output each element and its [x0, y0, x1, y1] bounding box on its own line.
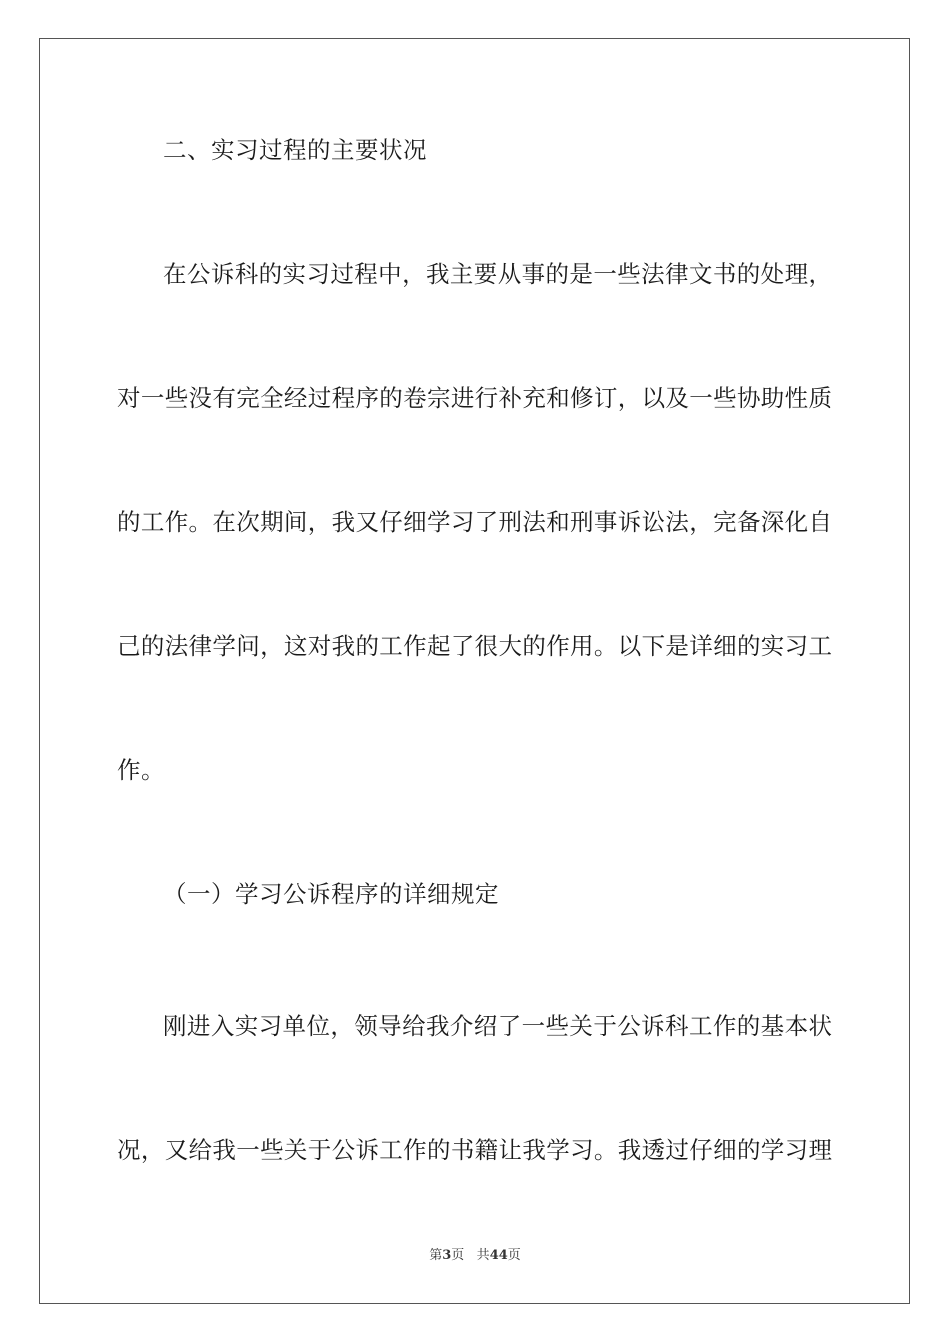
page-suffix: 页 [451, 1248, 465, 1263]
subsection-heading: （一）学习公诉程序的详细规定 [163, 880, 499, 908]
paragraph-2-line-2: 况，又给我一些关于公诉工作的书籍让我学习。我透过仔细的学习理 [117, 1136, 832, 1164]
page-number: 3 [442, 1248, 452, 1263]
section-heading: 二、实习过程的主要状况 [163, 136, 427, 164]
page-footer [0, 1247, 950, 1265]
page-border [39, 38, 910, 1304]
paragraph-line-5: 作。 [117, 756, 165, 784]
paragraph-line-4: 己的法律学问，这对我的工作起了很大的作用。以下是详细的实习工 [117, 632, 832, 660]
page-prefix: 第 [429, 1248, 443, 1263]
total-suffix: 页 [507, 1248, 521, 1263]
paragraph-2-line-1: 刚进入实习单位，领导给我介绍了一些关于公诉科工作的基本状 [163, 1012, 832, 1040]
paragraph-line-3: 的工作。在次期间，我又仔细学习了刑法和刑事诉讼法，完备深化自 [117, 508, 832, 536]
paragraph-line-1: 在公诉科的实习过程中，我主要从事的是一些法律文书的处理， [163, 260, 832, 288]
total-prefix: 共 [476, 1248, 490, 1263]
total-pages: 44 [489, 1248, 508, 1263]
paragraph-line-2: 对一些没有完全经过程序的卷宗进行补充和修订，以及一些协助性质 [117, 384, 832, 412]
